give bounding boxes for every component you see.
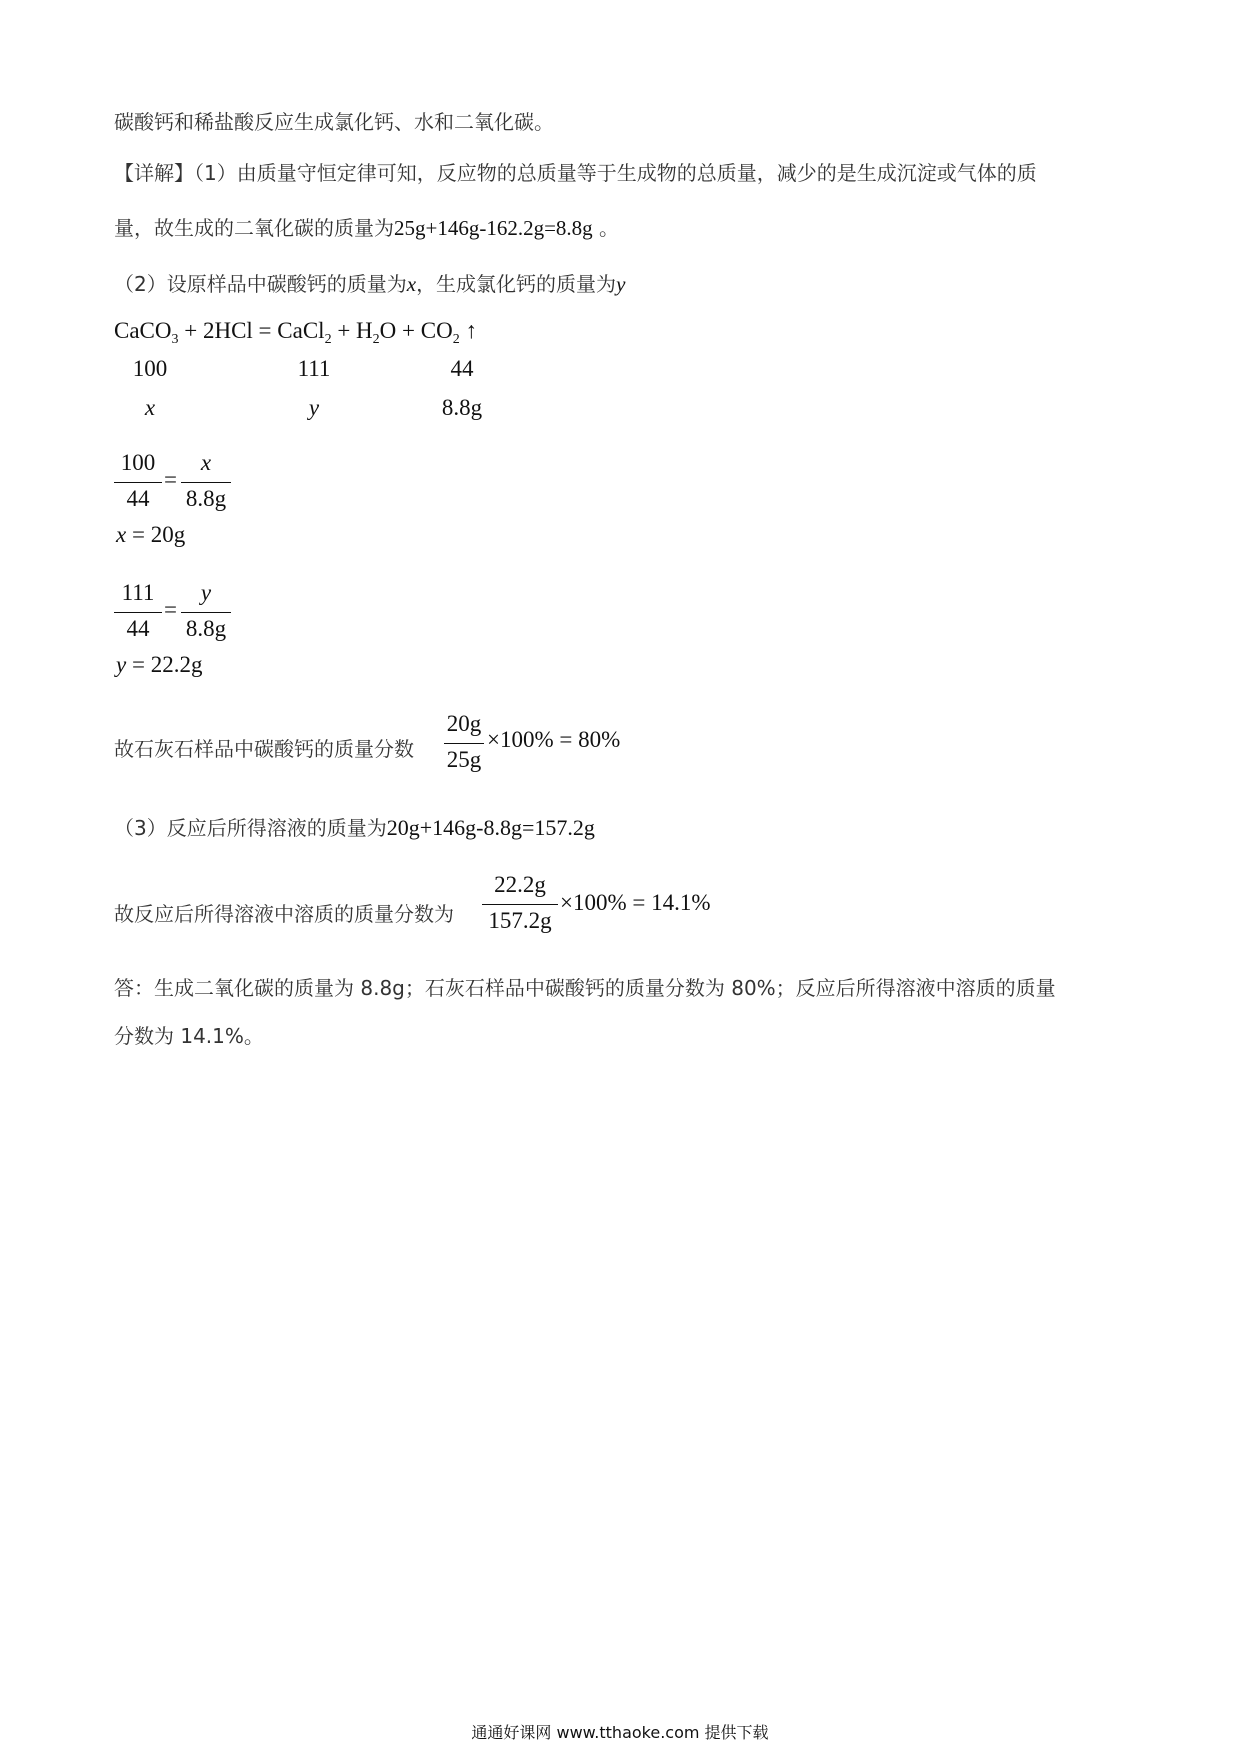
ratio1-left-num: 100 bbox=[120, 450, 156, 475]
pct1-result: ×100% = 80% bbox=[487, 727, 621, 752]
var-x: x bbox=[406, 272, 417, 296]
eq-o-co: O + CO bbox=[379, 318, 453, 343]
eq-sub: 2 bbox=[452, 332, 460, 347]
eq-sub: 3 bbox=[171, 332, 179, 347]
assumption-text-a: （2）设原样品中碳酸钙的质量为 bbox=[114, 272, 407, 296]
ratio2-equals: = bbox=[164, 597, 177, 622]
pct1-text: 故石灰石样品中碳酸钙的质量分数 bbox=[114, 737, 414, 761]
fraction-bar bbox=[181, 612, 231, 613]
ratio2-right-fraction bbox=[181, 580, 231, 646]
eq-hcl-cacl2: + 2HCl = CaCl bbox=[178, 318, 325, 343]
fraction-bar bbox=[114, 612, 162, 613]
detail-tag: 【详解】 bbox=[114, 161, 194, 185]
solution-mass-line bbox=[114, 812, 595, 841]
ratio1-left-fraction bbox=[114, 450, 162, 516]
ratio2-right-den: 8.8g bbox=[185, 616, 227, 641]
fraction-bar bbox=[181, 482, 231, 483]
gas-arrow: ↑ bbox=[459, 318, 477, 343]
mass-caco3: 100 bbox=[132, 356, 168, 381]
answer-line-1: 答：生成二氧化碳的质量为 8.8g；石灰石样品中碳酸钙的质量分数为 80%；反应后所得溶液中溶质的质量 bbox=[114, 976, 1056, 1000]
ratio1-left-den: 44 bbox=[126, 486, 150, 511]
result-x-value: = 20g bbox=[126, 522, 186, 547]
pct2-fraction bbox=[482, 872, 558, 938]
solution-mass-calc: 20g+146g-8.8g=157.2g bbox=[386, 815, 595, 840]
eq-h: + H bbox=[331, 318, 373, 343]
mass-cacl2: 111 bbox=[297, 356, 331, 381]
ratio1-equals: = bbox=[164, 467, 177, 492]
pct2-result: ×100% = 14.1% bbox=[560, 890, 711, 915]
detail-paragraph-1 bbox=[114, 157, 1037, 186]
known-co2-mass: 8.8g bbox=[441, 395, 483, 420]
assumption-text-b: ，生成氯化钙的质量为 bbox=[416, 272, 617, 296]
ratio1-right-fraction bbox=[181, 450, 231, 516]
co2-mass-calc: 25g+146g-162.2g=8.8g bbox=[394, 216, 593, 240]
page-footer: 通通好课网 www.tthaoke.com 提供下载 bbox=[471, 1723, 769, 1742]
unknown-x: x bbox=[144, 395, 156, 420]
part1-text: （1）由质量守恒定律可知，反应物的总质量等于生成物的总质量，减少的是生成沉淀或气体的质 bbox=[194, 161, 1037, 185]
ratio2-left-fraction bbox=[114, 580, 162, 646]
eq-sub: 2 bbox=[324, 332, 332, 347]
result-y bbox=[116, 652, 202, 678]
result-x-var: x bbox=[116, 522, 127, 547]
unknown-y: y bbox=[308, 395, 320, 420]
ratio1-right-den: 8.8g bbox=[185, 486, 227, 511]
pct2-den: 157.2g bbox=[488, 908, 552, 933]
chemical-equation bbox=[114, 318, 477, 348]
fraction-bar bbox=[444, 743, 484, 744]
mass-co2: 44 bbox=[450, 356, 474, 381]
ratio2-right-num: y bbox=[200, 580, 212, 605]
pct1-num: 20g bbox=[446, 711, 482, 736]
assumption-line bbox=[114, 268, 625, 297]
fraction-bar bbox=[482, 904, 558, 905]
ratio2-left-num: 111 bbox=[121, 580, 155, 605]
pct2-text: 故反应后所得溶液中溶质的质量分数为 bbox=[114, 902, 454, 926]
period: 。 bbox=[592, 216, 620, 240]
ratio2-left-den: 44 bbox=[126, 616, 150, 641]
pct1-den: 25g bbox=[446, 747, 482, 772]
part1-text-cont: 量，故生成的二氧化碳的质量为 bbox=[114, 216, 394, 240]
var-y: y bbox=[616, 272, 626, 296]
fraction-bar bbox=[114, 482, 162, 483]
intro-line: 碳酸钙和稀盐酸反应生成氯化钙、水和二氧化碳。 bbox=[114, 110, 554, 134]
result-y-var: y bbox=[116, 652, 127, 677]
answer-line-2: 分数为 14.1%。 bbox=[114, 1024, 264, 1048]
pct2-num: 22.2g bbox=[494, 872, 546, 897]
ratio1-right-num: x bbox=[200, 450, 212, 475]
detail-paragraph-1-cont bbox=[114, 212, 619, 241]
solution-mass-text: （3）反应后所得溶液的质量为 bbox=[114, 816, 387, 840]
eq-sub: 2 bbox=[372, 332, 380, 347]
result-x bbox=[116, 522, 185, 548]
eq-caco3: CaCO bbox=[114, 318, 172, 343]
result-y-value: = 22.2g bbox=[126, 652, 203, 677]
pct1-fraction bbox=[444, 711, 484, 777]
